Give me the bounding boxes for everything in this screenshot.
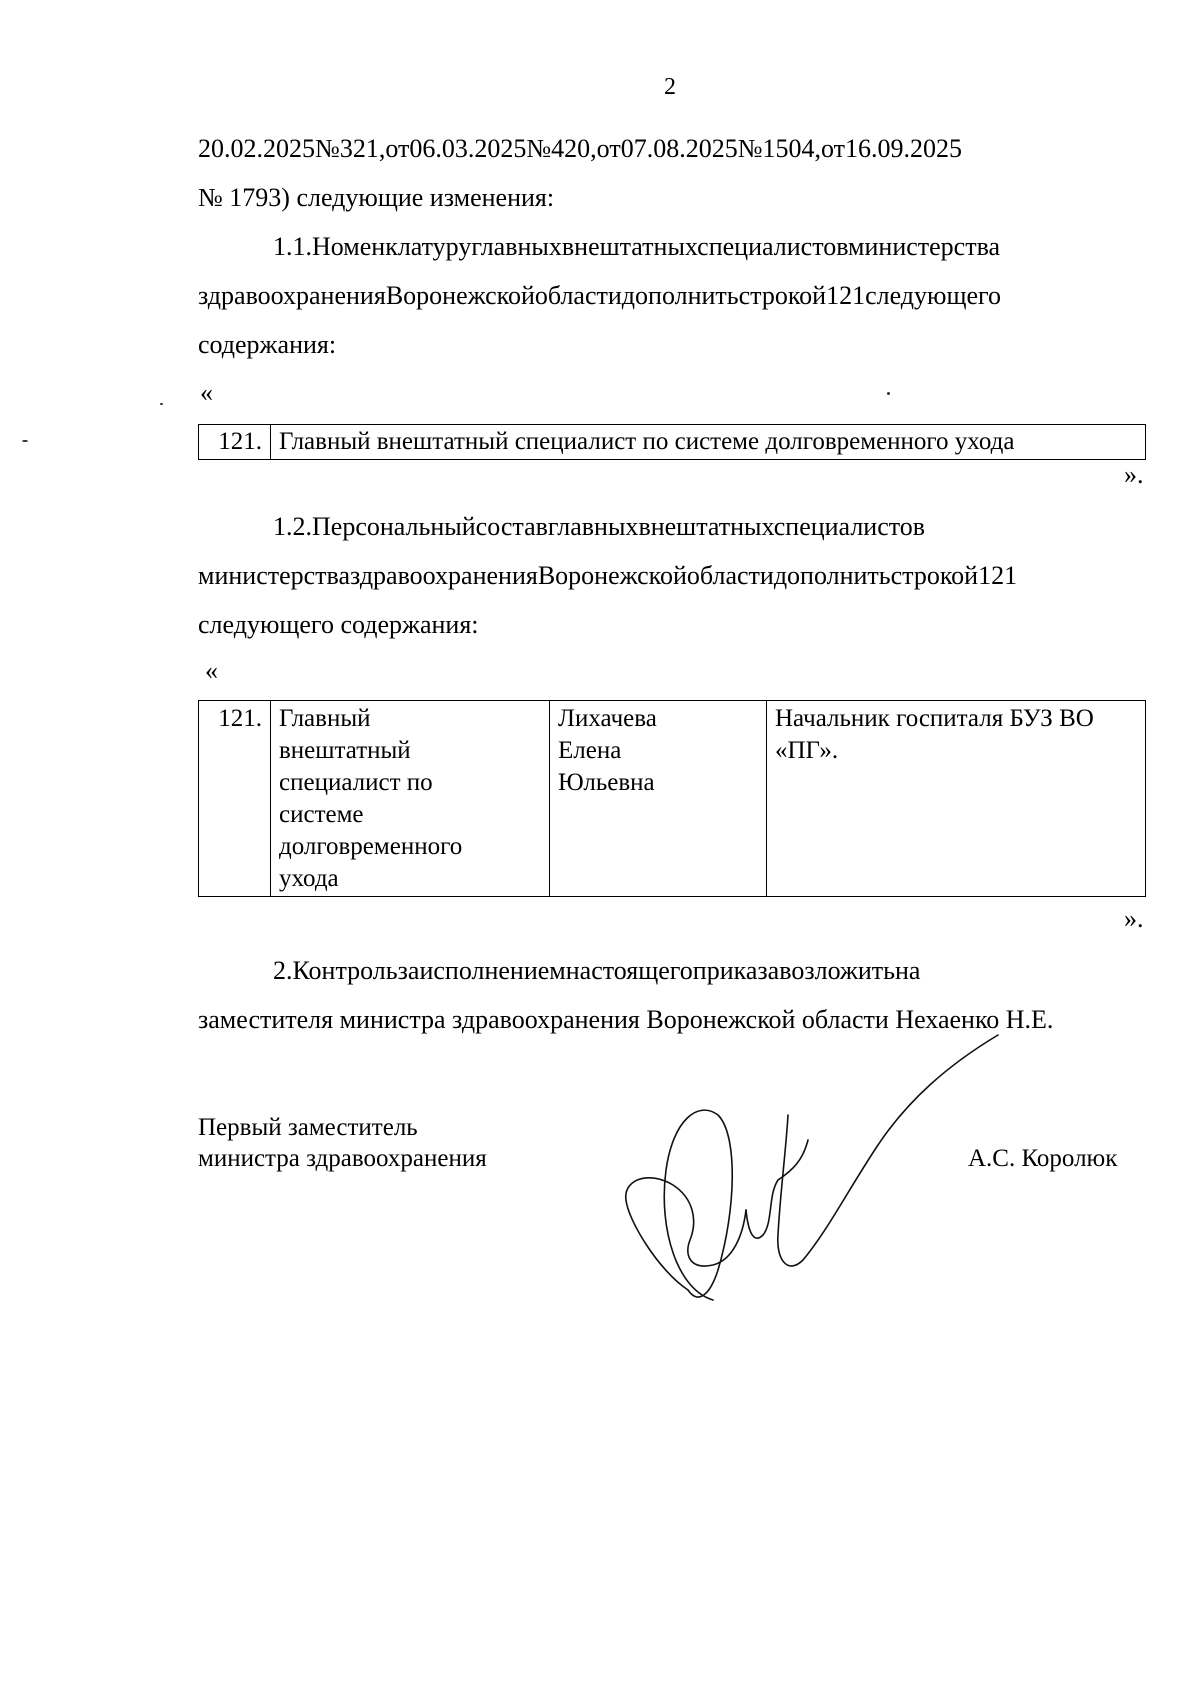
word: 07.08.2025	[620, 134, 738, 163]
word: специалистов	[697, 232, 849, 261]
handwritten-signature	[618, 1020, 1018, 1340]
closing-quote-2: ».	[1124, 904, 1144, 933]
row-number-cell: 121.	[199, 425, 271, 460]
word: приказа	[692, 956, 780, 985]
word: за	[397, 956, 420, 985]
opening-quote-1: «	[200, 378, 213, 407]
word: исполнением	[419, 956, 566, 985]
closing-quote-1: ».	[1124, 460, 1144, 489]
word: 420,	[551, 134, 597, 163]
opening-quote-2: «	[205, 656, 218, 685]
word: от	[596, 134, 621, 163]
word: №	[315, 134, 340, 163]
intro-line-1	[198, 124, 1146, 173]
title-line: внештатный	[279, 737, 411, 764]
title-line: системе	[279, 801, 364, 828]
word: 321,	[339, 134, 386, 163]
item-1-2-line-2	[198, 551, 1146, 600]
word: дополнить	[773, 561, 891, 590]
specialist-title-cell: Главный внештатный специалист по системе долговременного ухода	[271, 425, 1146, 460]
title-line: специалист по	[279, 769, 433, 796]
table-row	[199, 425, 1146, 460]
word: 06.03.2025	[409, 134, 527, 163]
word: от	[385, 134, 410, 163]
scan-speck	[887, 392, 890, 395]
nomenclature-addition-table	[198, 424, 1146, 460]
item-1-1-paragraph	[198, 222, 1146, 369]
word: Номенклатуру	[312, 232, 472, 261]
word: 121	[978, 561, 1018, 590]
personnel-addition-table	[198, 700, 1146, 897]
signatory-title-line-1: Первый заместитель	[198, 1114, 418, 1141]
word: 1.2.	[273, 512, 312, 541]
word: области	[534, 281, 622, 310]
word: состав	[475, 512, 548, 541]
signatory-title	[198, 1112, 487, 1174]
item-1-1-line-3: содержания:	[198, 330, 337, 359]
word: 121	[826, 281, 866, 310]
intro-paragraph	[198, 124, 1146, 222]
signatory-name: А.С. Королюк	[968, 1145, 1118, 1172]
intro-line-2: № 1793) следующие изменения:	[198, 183, 555, 212]
word: Воронежской	[385, 281, 535, 310]
position-line: «ПГ».	[775, 737, 839, 764]
item-1-2-line-3: следующего содержания:	[198, 610, 479, 639]
page-number: 2	[664, 74, 676, 100]
scan-speck	[160, 403, 163, 405]
row-number-cell: 121.	[199, 701, 271, 897]
word: настоящего	[565, 956, 693, 985]
word: строкой	[738, 281, 827, 310]
word: Воронежской	[537, 561, 687, 590]
word: №	[737, 134, 763, 163]
word: Персональный	[312, 512, 476, 541]
name-line: Юльевна	[558, 769, 655, 796]
title-line: Главный	[279, 705, 371, 732]
specialist-title-cell	[271, 701, 550, 897]
signatory-title-line-2: министра здравоохранения	[198, 1145, 487, 1172]
title-line: долговременного	[279, 833, 463, 860]
word: строкой	[890, 561, 979, 590]
name-line: Елена	[558, 737, 622, 764]
item-1-1-line-1	[198, 222, 1146, 271]
item-2-line-1	[198, 946, 1146, 995]
word: здравоохранения	[198, 281, 386, 310]
word: 1.1.	[273, 232, 312, 261]
word: специалистов	[773, 512, 926, 541]
item-1-2-line-1	[198, 502, 1146, 551]
word: 16.09.2025	[845, 134, 963, 163]
specialist-name-cell	[550, 701, 767, 897]
word: 20.02.2025	[198, 134, 315, 163]
word: следующего	[865, 281, 1002, 310]
position-line: Начальник госпиталя БУЗ ВО	[775, 705, 1094, 732]
specialist-position-cell	[767, 701, 1146, 897]
word: здравоохранения	[350, 561, 538, 590]
word: министерства	[198, 561, 351, 590]
name-line: Лихачева	[558, 705, 657, 732]
word: дополнить	[621, 281, 739, 310]
word: министерства	[848, 232, 1001, 261]
word: области	[686, 561, 774, 590]
title-line: ухода	[279, 865, 339, 892]
item-1-2-paragraph	[198, 502, 1146, 649]
word: от	[821, 134, 846, 163]
word: главных	[547, 512, 639, 541]
scan-speck	[22, 440, 28, 442]
word: главных	[471, 232, 562, 261]
word: 2.	[273, 956, 293, 985]
word: №	[526, 134, 552, 163]
word: внештатных	[638, 512, 774, 541]
table-row	[199, 701, 1146, 897]
word: возложить	[779, 956, 896, 985]
word: 1504,	[762, 134, 821, 163]
word: внештатных	[561, 232, 698, 261]
word: на	[895, 956, 921, 985]
item-2-line-2: заместителя министра здравоохранения Воронежской области Нехаенко Н.Е.	[198, 1005, 1054, 1034]
item-1-1-line-2	[198, 271, 1146, 320]
word: Контроль	[292, 956, 398, 985]
